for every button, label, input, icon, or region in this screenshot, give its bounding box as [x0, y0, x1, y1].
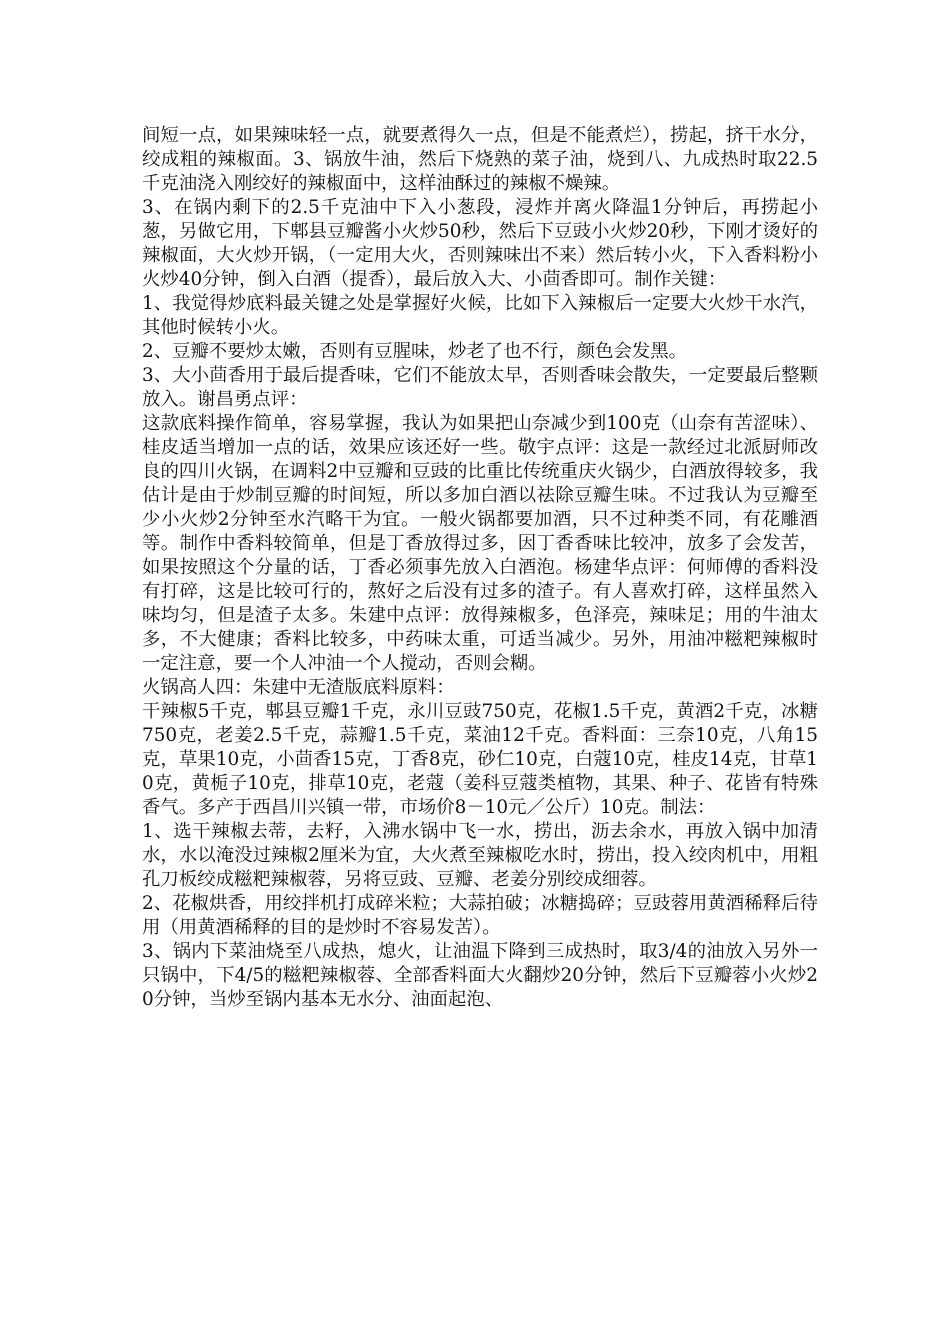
paragraph: 2、花椒烘香，用绞拌机打成碎米粒；大蒜拍破；冰糖捣碎；豆豉蓉用黄酒稀释后待用（用黄酒稀释的目的是炒时不容易发苦）。 — [142, 893, 818, 938]
paragraph: 3、锅内下菜油烧至八成热，熄火，让油温下降到三成热时，取3/4的油放入另外一只锅中，下4/5的糍粑辣椒蓉、全部香料面大火翻炒20分钟，然后下豆瓣蓉小火炒20分钟，当炒至锅内基本无水分、油面起泡、 — [142, 941, 818, 1010]
paragraph: 1、我觉得炒底料最关键之处是掌握好火候，比如下入辣椒后一定要大火炒干水汽，其他时候转小火。 — [142, 293, 818, 338]
paragraph: 火锅高人四：朱建中无渣版底料原料： — [142, 677, 455, 698]
paragraph: 2、豆瓣不要炒太嫩，否则有豆腥味，炒老了也不行，颜色会发黑。 — [142, 341, 688, 362]
paragraph: 3、在锅内剩下的2.5千克油中下入小葱段，浸炸并离火降温1分钟后，再捞起小葱，另做它用，下郫县豆瓣酱小火炒50秒，然后下豆豉小火炒20秒，下刚才烫好的辣椒面，大火炒开锅，（一定用大火，否则辣味出不来）然后转小火，下入香料粉小火炒40分钟，倒入白酒（提香），最后放入大、小茴香即可。制作关键： — [142, 197, 818, 290]
paragraph: 干辣椒5千克，郫县豆瓣1千克，永川豆豉750克，花椒1.5千克，黄酒2千克，冰糖750克，老姜2.5千克，蒜瓣1.5千克，菜油12千克。香料面：三奈10克，八角15克，草果10克，小茴香15克，丁香8克，砂仁10克，白蔻10克，桂皮14克，甘草10克，黄栀子10克，排草10克，老蔻（姜科豆蔻类植物，其果、种子、花皆有特殊香气。多产于西昌川兴镇一带，市场价8－10元／公斤）10克。制法： — [142, 701, 818, 818]
paragraph: 间短一点，如果辣味轻一点，就要煮得久一点，但是不能煮烂），捞起，挤干水分，绞成粗的辣椒面。3、锅放牛油，然后下烧熟的菜子油，烧到八、九成热时取22.5千克油浇入刚绞好的辣椒面中，这样油酥过的辣椒不燥辣。 — [142, 125, 818, 194]
document-body — [142, 124, 818, 1012]
paragraph: 1、选干辣椒去蒂，去籽，入沸水锅中飞一水，捞出，沥去余水，再放入锅中加清水，水以淹没过辣椒2厘米为宜，大火煮至辣椒吃水时，捞出，投入绞肉机中，用粗孔刀板绞成糍粑辣椒蓉，另将豆豉、豆瓣、老姜分别绞成细蓉。 — [142, 821, 818, 890]
paragraph: 这款底料操作简单，容易掌握，我认为如果把山奈减少到100克（山奈有苦涩味）、桂皮适当增加一点的话，效果应该还好一些。敬宇点评：这是一款经过北派厨师改良的四川火锅，在调料2中豆瓣和豆豉的比重比传统重庆火锅少，白酒放得较多，我估计是由于炒制豆瓣的时间短，所以多加白酒以祛除豆瓣生味。不过我认为豆瓣至少小火炒2分钟至水汽略干为宜。一般火锅都要加酒，只不过种类不同，有花雕酒等。制作中香料较简单，但是丁香放得过多，因丁香香味比较冲，放多了会发苦，如果按照这个分量的话，丁香必须事先放入白酒泡。杨建华点评：何师傅的香料没有打碎，这是比较可行的，熬好之后没有过多的渣子。有人喜欢打碎，这样虽然入味均匀，但是渣子太多。朱建中点评：放得辣椒多，色泽亮，辣味足；用的牛油太多，不大健康；香料比较多，中药味太重，可适当减少。另外，用油冲糍粑辣椒时一定注意，要一个人冲油一个人搅动，否则会糊。 — [142, 413, 818, 674]
paragraph: 3、大小茴香用于最后提香味，它们不能放太早，否则香味会散失，一定要最后整颗放入。谢昌勇点评： — [142, 365, 818, 410]
